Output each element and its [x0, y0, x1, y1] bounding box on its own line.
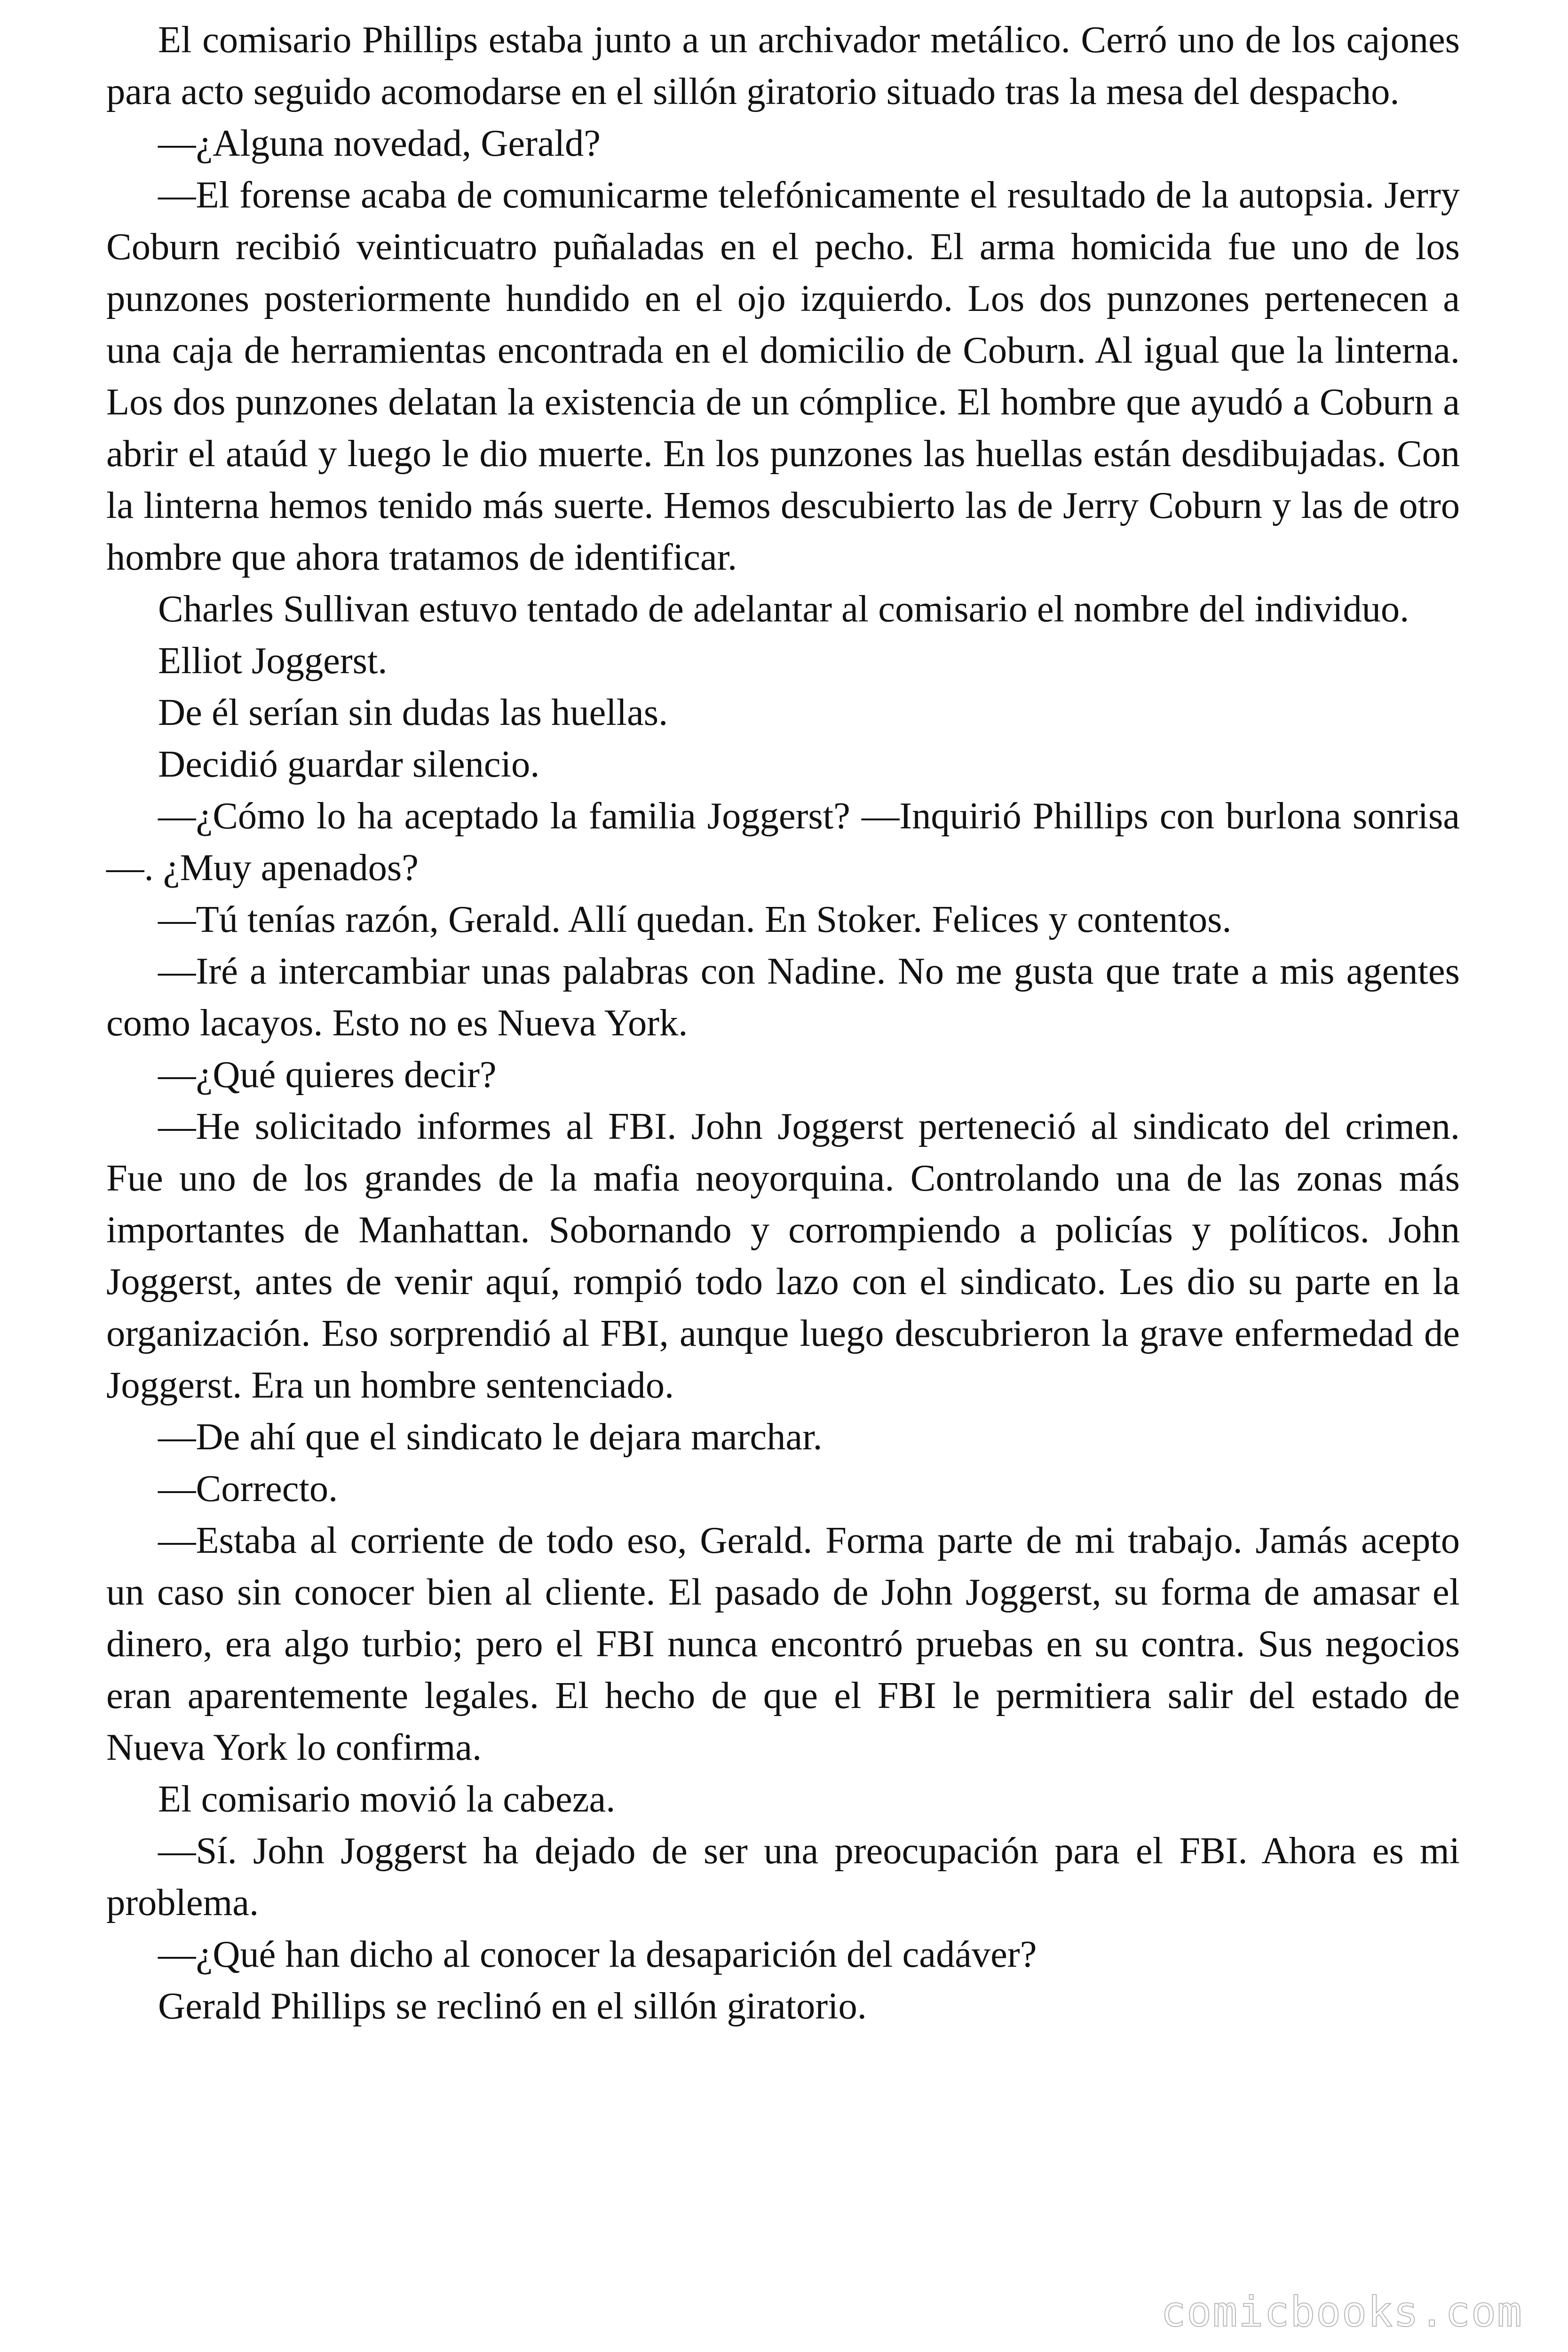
paragraph: —¿Cómo lo ha aceptado la familia Joggerst? —Inquirió Phillips con burlona sonrisa—. ¿Muy apenados? — [106, 795, 1460, 889]
paragraph: —Correcto. — [158, 1468, 338, 1510]
paragraph: Elliot Joggerst. — [158, 640, 388, 682]
paragraph: —Estaba al corriente de todo eso, Gerald. Forma parte de mi trabajo. Jamás acepto un caso sin conocer bien al cliente. El pasado de John Joggerst, su forma de amasar el dinero, era algo turbio; pero el FBI nunca encontró pruebas en su contra. Sus negocios eran aparentemente legales. El hecho de que el FBI le permitiera salir del estado de Nueva York lo confirma. — [106, 1519, 1460, 1768]
paragraph: —El forense acaba de comunicarme telefónicamente el resultado de la autopsia. Jerry Coburn recibió veinticuatro puñaladas en el pecho. El arma homicida fue uno de los punzones posteriormente hundido en el ojo izquierdo. Los dos punzones pertenecen a una caja de herramientas encontrada en el domicilio de Coburn. Al igual que la linterna. Los dos punzones delatan la existencia de un cómplice. El hombre que ayudó a Coburn a abrir el ataúd y luego le dio muerte. En los punzones las huellas están desdibujadas. Con la linterna hemos tenido más suerte. Hemos descubierto las de Jerry Coburn y las de otro hombre que ahora tratamos de identificar. — [106, 174, 1460, 578]
paragraph: El comisario Phillips estaba junto a un archivador metálico. Cerró uno de los cajones para acto seguido acomodarse en el sillón giratorio situado tras la mesa del despacho. — [106, 19, 1460, 112]
paragraph: Charles Sullivan estuvo tentado de adelantar al comisario el nombre del individuo. — [158, 588, 1410, 630]
watermark: comicbooks.com — [1161, 2288, 1523, 2336]
paragraph: —De ahí que el sindicato le dejara marchar. — [158, 1416, 823, 1458]
paragraph: —¿Qué han dicho al conocer la desaparición del cadáver? — [158, 1933, 1037, 1975]
paragraph: —He solicitado informes al FBI. John Joggerst perteneció al sindicato del crimen. Fue uno de los grandes de la mafia neoyorquina. Controlando una de las zonas más importantes de Manhattan. Sobornando y corrompiendo a policías y políticos. John Joggerst, antes de venir aquí, rompió todo lazo con el sindicato. Les dio su parte en la organización. Eso sorprendió al FBI, aunque luego descubrieron la grave enfermedad de Joggerst. Era un hombre sentenciado. — [106, 1105, 1460, 1406]
paragraph: Gerald Phillips se reclinó en el sillón giratorio. — [158, 1985, 867, 2027]
page-text — [106, 14, 1460, 2032]
paragraph: El comisario movió la cabeza. — [158, 1778, 616, 1820]
paragraph: De él serían sin dudas las huellas. — [158, 691, 668, 733]
paragraph: —Tú tenías razón, Gerald. Allí quedan. En Stoker. Felices y contentos. — [158, 898, 1232, 940]
paragraph: —Sí. John Joggerst ha dejado de ser una preocupación para el FBI. Ahora es mi problema. — [106, 1830, 1460, 1923]
paragraph: —¿Alguna novedad, Gerald? — [158, 122, 601, 164]
paragraph: —Iré a intercambiar unas palabras con Nadine. No me gusta que trate a mis agentes como lacayos. Esto no es Nueva York. — [106, 950, 1460, 1044]
paragraph: Decidió guardar silencio. — [158, 743, 540, 785]
paragraph: —¿Qué quieres decir? — [158, 1054, 497, 1096]
